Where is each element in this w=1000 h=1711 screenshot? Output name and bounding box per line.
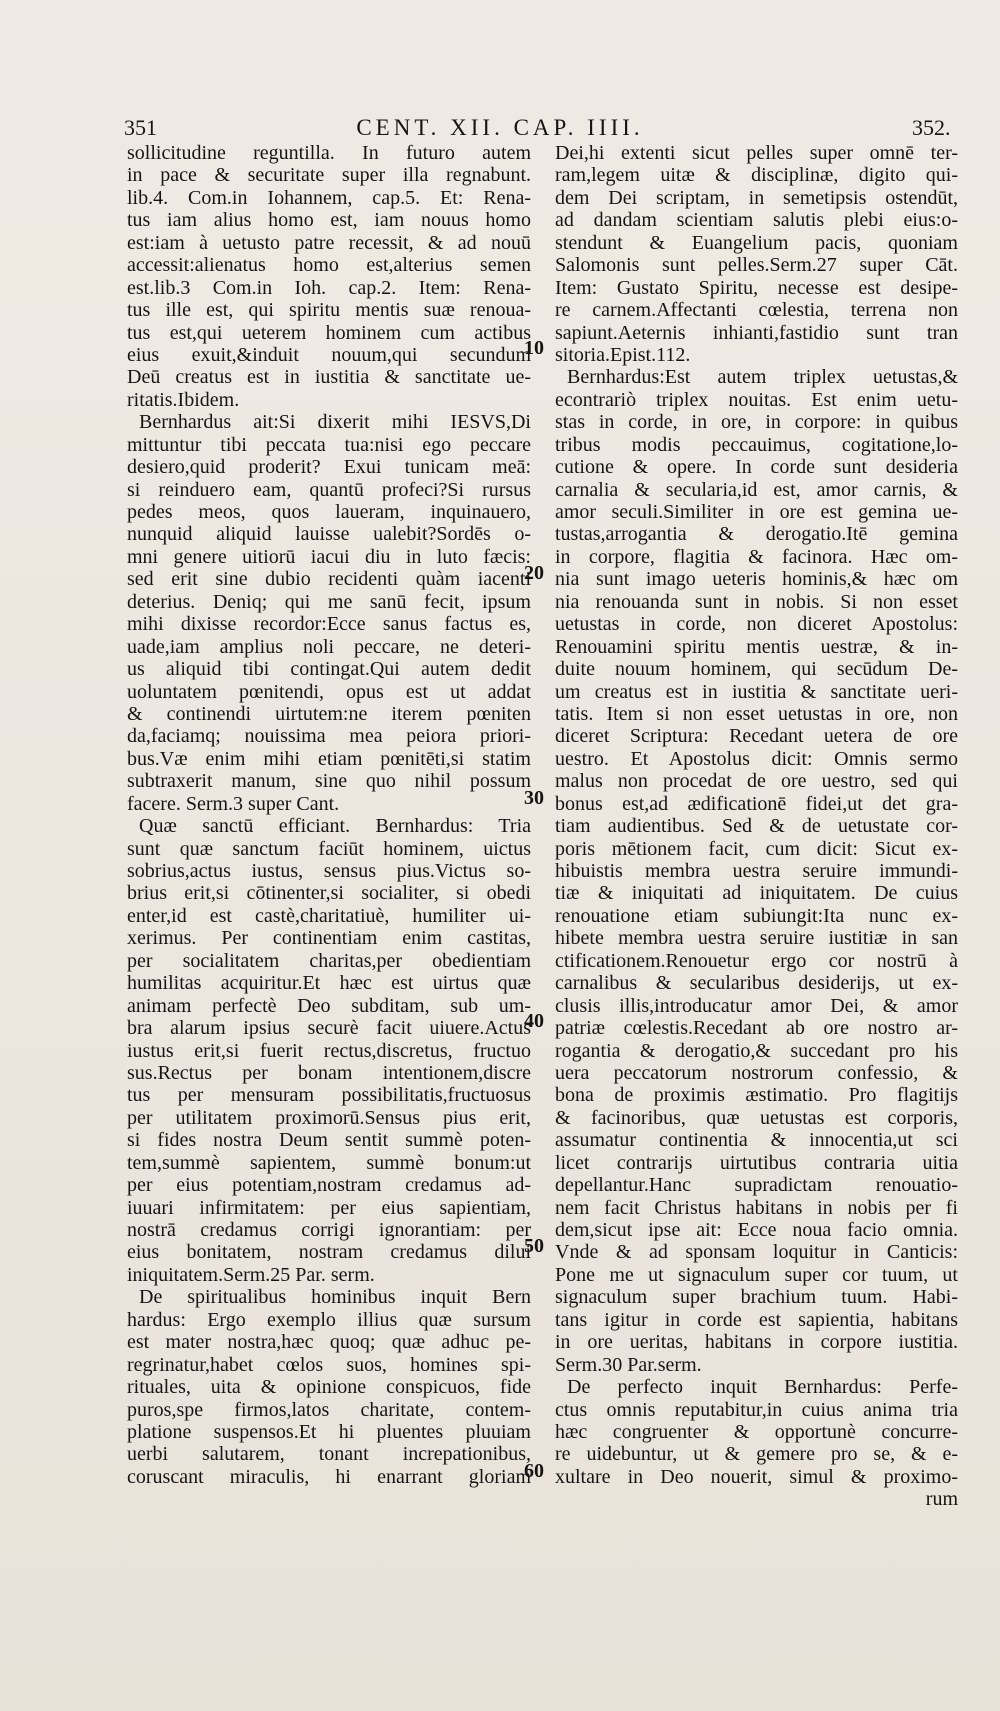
text-line: hardus: Ergo exemplo illius quæ sursum: [127, 1308, 531, 1331]
text-line: rum: [925, 1488, 958, 1511]
text-line: Deū creatus est in iustitia & sanctitate ue-: [127, 366, 531, 389]
text-line: & continendi uirtutem:ne iterem pœniten: [127, 702, 531, 725]
page-number-left: 351: [124, 115, 157, 140]
running-header: [0, 112, 1000, 144]
text-line: patriæ cœlestis.Recedant ab ore nostro ar-: [555, 1017, 958, 1040]
text-line: puros,spe firmos,latos charitate, contem-: [127, 1398, 531, 1421]
text-line: tus est,qui ueterem hominem cum actibus: [127, 321, 531, 344]
text-line: deterius. Deniq; qui me sanū fecit, ipsum: [127, 590, 531, 613]
text-line: sunt quæ sanctum faciūt hominem, uictus: [127, 837, 531, 860]
text-line: uade,iam amplius noli peccare, ne deteri-: [127, 635, 531, 658]
text-line: ctificationem.Renouetur ergo cor nostrū à: [555, 949, 958, 972]
text-line: xerimus. Per continentiam enim castitas,: [127, 927, 531, 950]
text-line: nem facit Christus habitans in nobis per fi: [555, 1196, 958, 1219]
text-line: iniquitatem.Serm.25 Par. serm.: [127, 1263, 375, 1286]
text-line: platione suspensos.Et hi pluentes pluuiam: [127, 1420, 531, 1443]
text-line: rituales, uita & opinione conspicuos, fide: [127, 1376, 531, 1399]
text-line: sed erit sine dubio recidenti quàm iacenti: [127, 568, 531, 591]
text-line: sitoria.Epist.112.: [555, 343, 691, 366]
line-number-50: 50: [524, 1235, 544, 1257]
text-line: bus.Væ enim mihi etiam pœnitēti,si statim: [127, 747, 531, 770]
text-line: depellantur.Hanc supradictam renouatio-: [555, 1174, 958, 1197]
running-title: CENT. XII. CAP. IIII.: [356, 115, 644, 140]
text-line: cutione & opere. In corde sunt desideria: [555, 456, 958, 479]
text-line: nia sunt imago ueteris hominis,& hæc om: [555, 568, 958, 591]
right-text-column: [555, 142, 958, 1511]
text-line: desiero,quid proderit? Exui tunicam meā:: [127, 456, 531, 479]
text-line: subtraxerit manum, sine quo nihil possum: [127, 770, 531, 793]
page-number-right: 352.: [912, 115, 951, 140]
text-line: re carnem.Affectanti cœlestia, terrena non: [555, 299, 958, 322]
text-line: in ore ueritas, habitans in corpore iustitia.: [555, 1331, 958, 1354]
text-line: hibete membra uestra seruire iustitiæ in san: [555, 927, 958, 950]
text-line: eius bonitatem, nostram credamus dilui: [127, 1241, 531, 1264]
text-line: ad dandam scientiam salutis plebi eius:o-: [555, 209, 958, 232]
text-line: diceret Scriptura: Recedant uetera de ore: [555, 725, 958, 748]
text-line: re uidebuntur, ut & gemere pro se, & e-: [555, 1443, 958, 1466]
text-line: signaculum super brachium tuum. Habi-: [555, 1286, 958, 1309]
text-line: da,faciamq; nouissima mea peiora priori-: [127, 725, 531, 748]
text-line: hæc congruenter & opportunè concurre-: [555, 1420, 958, 1443]
text-line: enter,id est castè,charitatiuè, humiliter ui-: [127, 904, 531, 927]
text-line: De perfecto inquit Bernhardus: Perfe-: [567, 1376, 958, 1399]
text-line: sus.Rectus per bonam intentionem,discre: [127, 1061, 531, 1084]
text-line: in corpore, flagitia & facinora. Hæc om-: [555, 545, 958, 568]
text-line: Renouamini spiritu mentis uestræ, & in-: [555, 635, 958, 658]
text-line: xultare in Deo nouerit, simul & proximo-: [555, 1465, 958, 1488]
text-line: mittuntur tibi peccata tua:nisi ego peccare: [127, 433, 531, 456]
text-line: licet contrarijs uirtutibus contraria uitia: [555, 1151, 958, 1174]
line-number-10: 10: [524, 337, 544, 359]
text-line: dem,sicut ipse ait: Ecce noua facio omnia.: [555, 1219, 958, 1241]
text-line: Vnde & ad sponsam loquitur in Canticis:: [555, 1241, 958, 1264]
line-number-30: 30: [524, 787, 544, 809]
text-line: nunquid aliquid lauisse ualebit?Sordēs o-: [127, 523, 531, 546]
text-line: facere. Serm.3 super Cant.: [127, 792, 340, 815]
text-line: carnalia & secularia,id est, amor carnis, &: [555, 478, 958, 501]
text-line: mni genere uitiorū iacui diu in luto fæcis:: [127, 545, 531, 568]
text-line: uetustas in corde, non diceret Apostolus:: [555, 613, 958, 636]
text-line: & facinoribus, quæ uetustas est corporis,: [555, 1106, 958, 1129]
text-line: poris mētionem facit, cum dicit: Sicut ex-: [555, 837, 958, 860]
text-line: Item: Gustato Spiritu, necesse est desipe-: [555, 276, 958, 299]
text-line: tustas,arrogantia & derogatio.Itē gemina: [555, 523, 958, 546]
line-number-40: 40: [524, 1010, 544, 1032]
text-line: duite nouum hominem, qui secūdum De-: [555, 658, 958, 681]
text-line: tem,summè sapientem, summè bonum:ut: [127, 1151, 531, 1174]
text-line: per eius potentiam,nostram credamus ad-: [127, 1174, 531, 1197]
text-line: tus iam alius homo est, iam nouus homo: [127, 209, 531, 232]
text-line: humilitas acquiritur.Et hæc est uirtus quæ: [127, 972, 531, 995]
text-line: lib.4. Com.in Iohannem, cap.5. Et: Rena-: [127, 186, 531, 209]
text-line: tiæ & iniquitati ad iniquitatem. De cuius: [555, 882, 958, 905]
text-line: ram,legem uitæ & disciplinæ, digito qui-: [555, 164, 958, 187]
text-line: um creatus est in iustitia & sanctitate ueri-: [555, 680, 958, 703]
text-line: nia renouanda sunt in nobis. Si non esset: [555, 590, 958, 613]
text-line: Pone me ut signaculum super cor tuum, ut: [555, 1263, 958, 1286]
text-line: bra alarum ipsius securè facit uiuere.Actus: [127, 1017, 531, 1040]
text-line: est.lib.3 Com.in Ioh. cap.2. Item: Rena-: [127, 276, 531, 299]
text-line: accessit:alienatus homo est,alterius semen: [127, 254, 531, 277]
text-line: per socialitatem charitas,per obedientiam: [127, 949, 531, 972]
text-line: uerbi salutarem, tonant increpationibus,: [127, 1443, 531, 1466]
text-line: tiam audientibus. Sed & de uetustate cor-: [555, 815, 958, 838]
text-line: coruscant miraculis, hi enarrant gloriam: [127, 1465, 531, 1488]
text-line: sollicitudine reguntilla. In futuro autem: [127, 142, 531, 164]
text-line: us aliquid tibi contingat.Qui autem dedit: [127, 658, 531, 681]
text-line: bona de proximis æstimatio. Pro flagitijs: [555, 1084, 958, 1107]
text-line: ctus omnis reputabitur,in cuius anima tria: [555, 1398, 958, 1421]
text-line: Bernhardus:Est autem triplex uetustas,&: [567, 366, 958, 389]
text-line: si reinduero eam, quantū profeci?Si rursus: [127, 478, 531, 501]
text-line: mihi dixisse recordor:Ecce sanus factus es,: [127, 613, 531, 636]
text-line: assumatur continentia & innocentia,ut sci: [555, 1129, 958, 1152]
text-line: ritatis.Ibidem.: [127, 388, 240, 411]
text-line: uera peccatorum nostrorum confessio, &: [555, 1061, 958, 1084]
text-line: dem Dei scriptam, in semetipsis ostendūt,: [555, 186, 958, 209]
text-line: Quæ sanctū efficiant. Bernhardus: Tria: [139, 815, 531, 838]
text-line: nostrā credamus corrigi ignorantiam: per: [127, 1219, 531, 1241]
text-line: tatis. Item si non esset uetustas in ore, non: [555, 702, 958, 725]
text-line: pedes meos, quos laueram, inquinauero,: [127, 501, 531, 523]
text-line: brius erit,si cōtinenter,si socialiter, si obedi: [127, 882, 531, 905]
text-line: uestro. Et Apostolus dicit: Omnis sermo: [555, 747, 958, 770]
line-number-20: 20: [524, 562, 544, 584]
text-line: hibuistis membra uestra seruire immundi-: [555, 860, 958, 882]
left-text-column: [127, 142, 531, 1488]
text-line: est mater nostra,hæc quoq; quæ adhuc pe-: [127, 1331, 531, 1354]
text-line: amor seculi.Similiter in ore est gemina ue-: [555, 501, 958, 523]
text-line: in pace & securitate super illa regnabunt.: [127, 164, 531, 187]
text-line: tus per mensuram possibilitatis,fructuosus: [127, 1084, 531, 1107]
text-line: sobrius,actus iustus, sensus pius.Victus so-: [127, 860, 531, 882]
text-line: per utilitatem proximorū.Sensus pius erit,: [127, 1106, 531, 1129]
text-line: Dei,hi extenti sicut pelles super omnē ter-: [555, 142, 958, 164]
text-line: stendunt & Euangelium pacis, quoniam: [555, 231, 958, 254]
text-line: animam perfectè Deo subditam, sub um-: [127, 994, 531, 1017]
text-line: uoluntatem pœnitendi, opus est ut addat: [127, 680, 531, 703]
text-line: Bernhardus ait:Si dixerit mihi IESVS,Di: [139, 411, 531, 434]
text-line: bonus est,ad ædificationē fidei,ut det gra-: [555, 792, 958, 815]
text-line: iustus erit,si fuerit rectus,discretus, fructuo: [127, 1039, 531, 1062]
text-line: malus non procedat de ore uestro, sed qui: [555, 770, 958, 793]
text-line: carnalibus & secularibus desiderijs, ut ex-: [555, 972, 958, 995]
text-line: tribus modis peccauimus, cogitatione,lo-: [555, 433, 958, 456]
text-line: tus ille est, qui spiritu mentis suæ renoua-: [127, 299, 531, 322]
line-number-60: 60: [524, 1460, 544, 1482]
text-line: Serm.30 Par.serm.: [555, 1353, 702, 1376]
text-line: stas in corde, in ore, in corpore: in quibus: [555, 411, 958, 434]
text-line: regrinatur,habet cœlos suos, homines spi-: [127, 1353, 531, 1376]
text-line: iuuari infirmitatem: per eius sapientiam,: [127, 1196, 531, 1219]
text-line: clusis illis,introducatur amor Dei, & amor: [555, 994, 958, 1017]
text-line: si fides nostra Deum sentit summè poten-: [127, 1129, 531, 1152]
text-line: tans igitur in corde est sapientia, habitans: [555, 1308, 958, 1331]
text-line: Salomonis sunt pelles.Serm.27 super Cāt.: [555, 254, 958, 277]
text-line: est:iam à uetusto patre recessit, & ad nouū: [127, 231, 531, 254]
text-line: eius exuit,&induit nouum,qui secundum: [127, 343, 531, 366]
text-line: econtrariò triplex nouitas. Est enim uetu-: [555, 388, 958, 411]
text-line: rogantia & derogatio,& succedant pro his: [555, 1039, 958, 1062]
text-line: De spiritualibus hominibus inquit Bern: [139, 1286, 531, 1309]
text-line: renouatione etiam subiungit:Ita nunc ex-: [555, 904, 958, 927]
text-line: sapiunt.Aeternis inhianti,fastidio sunt tran: [555, 321, 958, 344]
